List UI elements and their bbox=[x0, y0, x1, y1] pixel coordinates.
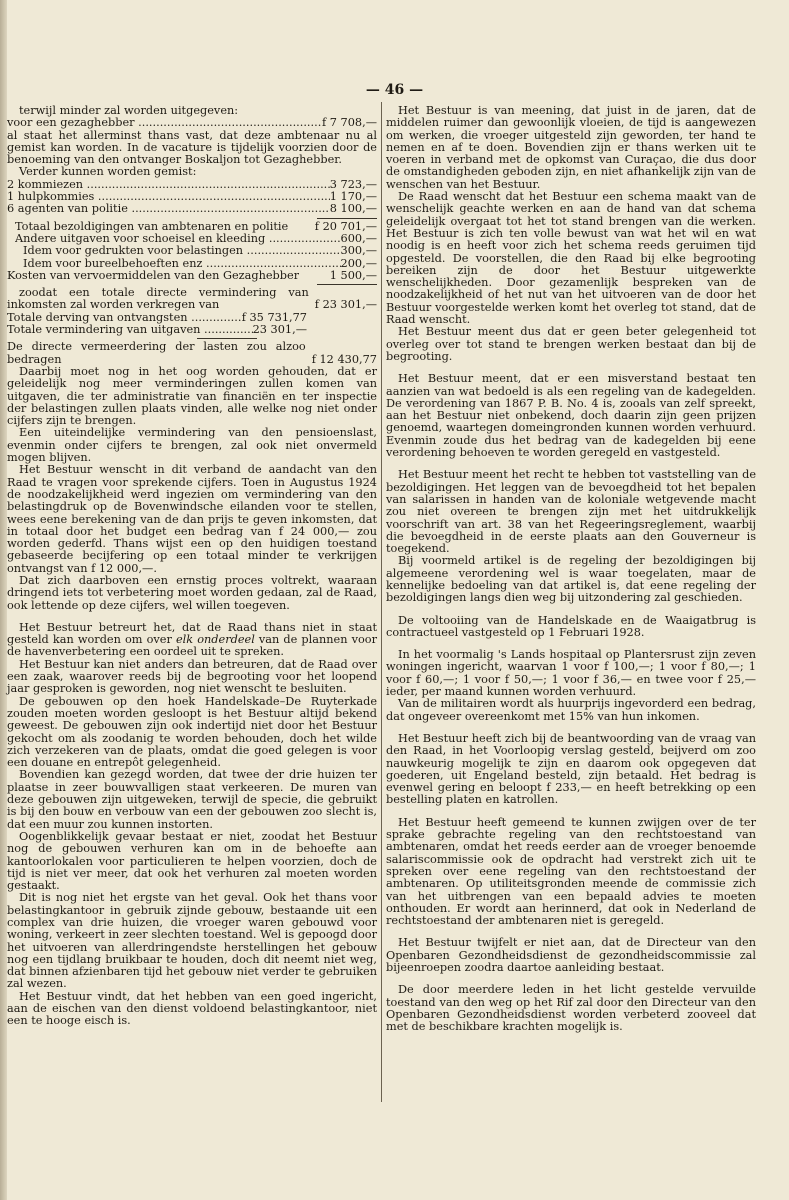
item-label: 6 agenten van politie ..... bbox=[7, 203, 330, 215]
vermeerdering-block bbox=[7, 341, 377, 366]
havenverbetering-emphasis: elk onderdeel bbox=[175, 633, 255, 647]
gezaghebber-row bbox=[7, 117, 377, 129]
havenverbetering-text-b: van de plannen voor de havenverbetering een oordeel uit te spreken. bbox=[7, 633, 377, 659]
paragraph-vacature: al staat het allerminst thans vast, dat deze ambtenaar nu al gemist kan worden. In de vacature is tijdelijk voorzien door de benoeming van den ontvanger Boskaljon tot Gezaghebber. bbox=[7, 128, 377, 167]
page-spine bbox=[0, 0, 7, 1200]
other-value: 300,— bbox=[340, 244, 377, 258]
paragraph-gebouwen: De gebouwen op den hoek Handelskade–De Ruyterkade zouden moeten worden gesloopt is het Bestuur altijd bekend geweest. De gebouwen zijn ook indertijd niet door het Bestuur gekocht om als zoodanig te worden behouden, doch het wilde zich verzekeren van de plaats, omdat die goed gelegen is voor een douane en entrepôt gelegenheid. bbox=[7, 694, 377, 770]
paragraph-rechtstoestand: Het Bestuur heeft gemeend te kunnen zwijgen over de ter sprake gebrachte regeling van den rechtstoestand van ambtenaren, omdat het reeds eerder aan de vroeger benoemde salariscommissie ook de opdracht had verstrekt zich uit te spreken over eene regeling van den rechtstoestand der ambtenaren. Op utiliteitsgronden meende de commissie zich van het uitbrengen van een bepaald advies te moeten onthouden. Er wordt aan herinnerd, dat ook in Nederland de rechtstoestand der ambtenaren niet is geregeld. bbox=[386, 815, 756, 928]
verm-row bbox=[7, 324, 307, 336]
totaal-label: Totaal bezoldigingen van ambtenaren en politie bbox=[15, 220, 289, 233]
item-value: 1 170,— bbox=[329, 190, 377, 204]
right-column bbox=[386, 105, 756, 1033]
paragraph-meening: Het Bestuur is van meening, dat juist in de jaren, dat de middelen ruimer dan gewoonlijk vloeien, de tijd is aangewezen om werken, die vroeger uitgesteld zijn geworden, ter hand te nemen en af te doen. Bovendien zijn er thans werken uit te voeren in verband met de opkomst van Curaçao, die dus door de omstandigheden geboden zijn, en niet afhankelijk zijn van de wenschen van het Bestuur. bbox=[386, 104, 756, 191]
page-number: — 46 — bbox=[365, 82, 424, 98]
sum-rule bbox=[317, 284, 377, 285]
paragraph-cijfers: Het Bestuur wenscht in dit verband de aandacht van den Raad te vragen voor sprekende cijfers. Toen in Augustus 1924 de noodzakelijkheid werd ingezien om vermindering van den belastingdruk op de Bovenwindsche eilanden voor te stellen, wees eene berekening van de dan prijs te geven inkomsten, dat in totaal door het budget een bedrag van f 24 000,— zou worden gederfd. Thans wijst een op den huidigen toestand gebaseerde becijfering op een totaal minder te verkrijgen ontvangst van f 12 000,—. bbox=[7, 463, 377, 575]
other-row bbox=[7, 233, 377, 245]
paragraph-overleg: Het Bestuur meent dus dat er geen beter gelegenheid tot overleg over tot stand te brengen werken bestaat dan bij de begrooting. bbox=[386, 325, 756, 363]
item-value: 3 723,— bbox=[329, 177, 377, 191]
item-value: 8 100,— bbox=[329, 202, 377, 216]
item-label: 1 hulpkommies ..... bbox=[7, 191, 330, 203]
paragraph-proces: Dat zich daarboven een ernstig proces voltrekt, waaraan dringend iets tot verbetering moet worden gedaan, zal de Raad, ook lettende op deze cijfers, wel willen toegeven. bbox=[7, 573, 377, 612]
totaal-value: f 20 701,— bbox=[314, 219, 377, 233]
other-label: Idem voor gedrukten voor belastingen ..... bbox=[23, 245, 341, 257]
paragraph-hospitaal: In het voormalig 's Lands hospitaal op Plantersrust zijn zeven woningen ingericht, waarvan 1 voor f 100,—; 1 voor f 80,—; 1 voor f 60,—; 1 voor f 50,—; 1 voor f 36,— en twee voor f 25,— ieder, per maand kunnen worden verhuurd. bbox=[386, 648, 756, 699]
paragraph-artikel: Bij voormeld artikel is de regeling der bezoldigingen bij algemeene verordening wel is waar toegelaten, maar de kennelijke bedoeling van dat artikel is, dat eene regeling der bezoldigingen langs dien weg bij uitzondering zal geschieden. bbox=[386, 554, 756, 605]
paragraph-gezondheidsdienst: Het Bestuur twijfelt er niet aan, dat de Directeur van den Openbaren Gezondheidsdienst de gezondheidscommissie zal bijeenroepen zoodra daartoe aanleiding bestaat. bbox=[386, 936, 756, 974]
zoodat-value: f 23 301,— bbox=[314, 298, 377, 312]
paragraph-rif: De door meerdere leden in het licht gestelde vervuilde toestand van den weg op het Rif zal door den Directeur van den Openbaren Gezondheidsdienst worden verbeterd zooveel dat met de beschikbare krachten mogelijk is. bbox=[386, 983, 756, 1034]
intro-text: terwijl minder zal worden uitgegeven: bbox=[19, 104, 239, 117]
paragraph-belastingkantoor: Dit is nog niet het ergste van het geval. Ook het thans voor belastingkantoor in gebruik zijnde gebouw, bestaande uit een complex van drie huizen, die vroeger waren gebouwd voor woning, verkeert in zeer slechten toestand. Wel is gepoogd door het uitvoeren van allerdringendste herstellingen het gebouw nog een tijdlang bruikbaar te houden, doch dit neemt niet weg, dat binnen afzienbaren tijd het gebouw niet verder te gebruiken zal wezen. bbox=[7, 891, 377, 991]
item-label: 2 kommiezen ..... bbox=[7, 179, 330, 191]
other-label: Andere uitgaven voor schoeisel en kleeding ..... bbox=[15, 233, 341, 245]
other-row bbox=[7, 258, 377, 270]
other-value: 1 500,— bbox=[329, 268, 377, 282]
gezaghebber-value: f 7 708,— bbox=[321, 116, 377, 130]
paragraph-vermeerdering: De directe vermeerdering der lasten zou alzoo bedragen bbox=[7, 340, 306, 366]
totaal-row bbox=[7, 221, 377, 233]
zoodat-block bbox=[7, 287, 377, 312]
sum-rule bbox=[317, 218, 377, 219]
paragraph-daarbij: Daarbij moet nog in het oog worden gehouden, dat er geleidelijk nog meer verminderingen zullen komen van uitgaven, die ter administratie van financiën en ter inspectie der belastingen zullen plaats vinden, alle welke nog niet onder cijfers zijn te brengen. bbox=[7, 364, 377, 428]
other-value: 200,— bbox=[340, 256, 377, 270]
paragraph-schema: De Raad wenscht dat het Bestuur een schema maakt van de wenschelijk geachte werken en aan de hand van dat schema geleidelijk overgaat tot het tot stand brengen van die werken. Het Bestuur is zich ten volle bewust van wat het wil en wat noodig is en heeft voor zich het schema reeds geruimen tijd opgesteld. De voorstellen, die den Raad bij elke begrooting bereiken zijn de door het Bestuur uitgewerkte wenschelijkheden. Door gezamenlijk bespreken van de noodzakelijkheid of het nut van het uitvoeren van de door het Bestuur voorgestelde werken komt het overleg tot stand, dat de Raad wenscht. bbox=[386, 190, 756, 327]
paragraph-ingericht: Het Bestuur vindt, dat het hebben van een goed ingericht, aan de eischen van den dienst voldoend belastingkantoor, niet een te hooge eisch is. bbox=[7, 989, 377, 1028]
paragraph-zoodat: zoodat een totale directe vermindering van inkomsten zal worden verkregen van bbox=[7, 286, 309, 312]
paragraph-militairen: Van de militairen wordt als huurprijs ingevorderd een bedrag, dat ongeveer overeenkomt met 15% van hun inkomen. bbox=[386, 697, 756, 723]
vermeerdering-value: f 12 430,77 bbox=[311, 352, 377, 366]
other-value: 600,— bbox=[340, 231, 377, 245]
verm-label: Totale vermindering van uitgaven ..... bbox=[7, 324, 253, 336]
other-label: Kosten van vervoermiddelen van den Gezaghebber bbox=[7, 269, 300, 282]
paragraph-engeland: Het Bestuur heeft zich bij de beantwoording van de vraag van den Raad, in het Voorloopig verslag gesteld, beijverd om zoo nauwkeurig mogelijk te zijn en daarom ook opgegeven dat goederen, uit Engeland besteld, zijn betaald. Het bedrag is evenwel gering en beloopt f 233,— en heeft betrekking op een bestelling platen en katrollen. bbox=[386, 731, 756, 807]
paragraph-gevaar: Oogenblikkelijk gevaar bestaat er niet, zoodat het Bestuur nog de gebouwen verhuren kan om in de behoefte aan kantoorlokalen voor particulieren te helpen voorzien, doch de tijd is niet ver meer, dat ook het verhuren zal moeten worden gestaakt. bbox=[7, 829, 377, 893]
derving-label: Totale derving van ontvangsten ..... bbox=[7, 312, 242, 324]
item-row bbox=[7, 203, 377, 215]
column-divider bbox=[381, 102, 382, 1102]
paragraph-kadegelden: Het Bestuur meent, dat er een misverstand bestaat ten aanzien van wat bedoeld is als een regeling van de kadegelden. De verordening van 1867 P. B. No. 4 is, zooals van zelf spreekt, aan het Bestuur niet onbekend, doch daarin zijn geen prijzen genoemd, waartegen domeingronden kunnen worden verhuurd. Evenmin zoude dus het bedrag van de kadegelden bij eene verordening behoeven te worden geregeld en vastgesteld. bbox=[386, 372, 756, 460]
left-column bbox=[7, 105, 377, 1028]
sum-rule bbox=[197, 338, 257, 339]
item-row bbox=[7, 191, 377, 203]
other-row bbox=[7, 245, 377, 257]
gezaghebber-label: voor een gezaghebber ..... bbox=[7, 117, 322, 129]
paragraph-bouwvallig: Bovendien kan gezegd worden, dat twee der drie huizen ter plaatse in zeer bouwvalligen staat verkeeren. De muren van deze gebouwen zijn uitgeweken, terwijl de specie, die gebruikt is bij den bouw en verbouw van een der gebouwen zoo slecht is, dat een muur zou kunnen instorten. bbox=[7, 768, 377, 831]
havenverbetering-text-a: Het Bestuur betreurt het, dat de Raad thans niet in staat gesteld kan worden om over bbox=[7, 620, 377, 647]
other-row bbox=[7, 270, 377, 282]
other-label: Idem voor bureelbehoeften enz ..... bbox=[23, 258, 341, 270]
paragraph-gemist: Verder kunnen worden gemist: bbox=[19, 165, 197, 179]
paragraph-pensioen: Een uiteindelijke vermindering van den pensioenslast, evenmin onder cijfers te brengen, zal ook niet onvermeld mogen blijven. bbox=[7, 426, 377, 465]
item-row bbox=[7, 179, 377, 191]
paragraph-bezoldigingen: Het Bestuur meent het recht te hebben tot vaststelling van de bezoldigingen. Het leggen van de bevoegdheid tot het bepalen van salarissen in handen van de koloniale wetgevende macht zou niet overeen te brengen zijn met het uitdrukkelijk voorschrift van art. 38 van het Regeeringsreglement, waarbij die bevoegdheid in de eerste plaats aan den Gouverneur is toegekend. bbox=[386, 468, 756, 556]
paragraph-havenverbetering bbox=[7, 622, 377, 659]
paragraph-betreuren: Het Bestuur kan niet anders dan betreuren, dat de Raad over een zaak, waarover reeds bij de begrooting voor het loopend jaar gesproken is geworden, nog niet wenscht te besluiten. bbox=[7, 657, 377, 696]
paragraph-handelskade: De voltooiing van de Handelskade en de Waaigatbrug is contractueel vastgesteld op 1 Februari 1928. bbox=[386, 613, 756, 639]
derving-value: f 35 731,77 bbox=[241, 310, 307, 324]
verm-value: 23 301,— bbox=[252, 323, 307, 337]
